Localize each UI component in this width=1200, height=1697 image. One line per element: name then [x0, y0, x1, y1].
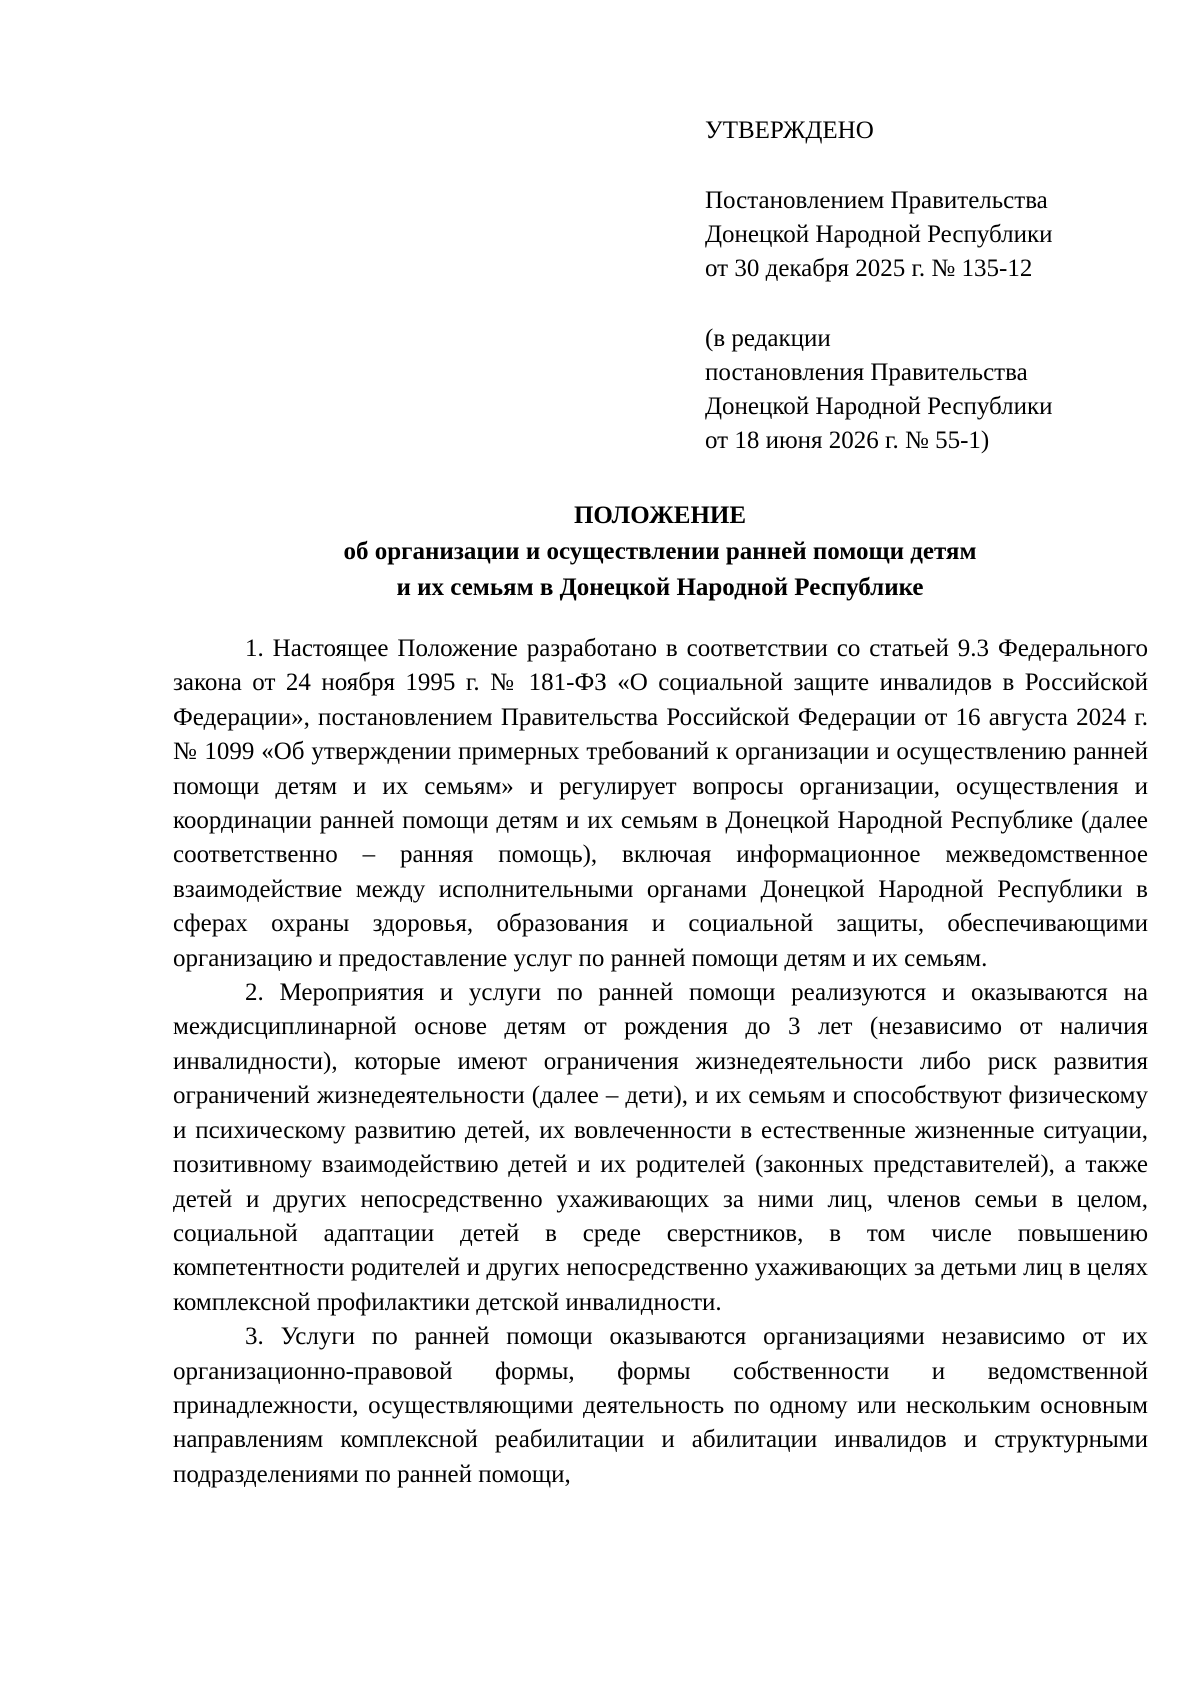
- decree-line-1: Постановлением Правительства: [705, 187, 1048, 214]
- decree-line-2: Донецкой Народной Республики: [705, 221, 1053, 248]
- edition-line-1: (в редакции: [705, 325, 831, 352]
- title-subtitle-line-1: об организации и осуществлении ранней помощи детям: [343, 538, 977, 565]
- paragraph-3: 3. Услуги по ранней помощи оказываются организациями независимо от их организационно-правовой формы, формы собственности и ведомственной принадлежности, осуществляющими деятельность по одному или нескольким основным направлениям комплексной реабилитации и абилитации инвалидов и структурными подразделениями по ранней помощи,: [173, 1323, 1148, 1488]
- decree-line-3: от 30 декабря 2025 г. № 135-12: [705, 255, 1033, 282]
- approval-stamp-block: [705, 114, 1145, 458]
- edition-line-2: постановления Правительства: [705, 359, 1028, 386]
- document-title: [160, 498, 1160, 606]
- document-body: [173, 632, 1148, 1492]
- edition-line-4: от 18 июня 2026 г. № 55-1): [705, 427, 990, 454]
- spacer: [705, 148, 1145, 184]
- paragraph-1: 1. Настоящее Положение разработано в соответствии со статьей 9.3 Федерального закона от 24 ноября 1995 г. № 181-ФЗ «О социальной защите инвалидов в Российской Федерации», постановлением Правительства Российской Федерации от 16 августа 2024 г. № 1099 «Об утверждении примерных требований к организации и осуществлению ранней помощи детям и их семьям» и регулирует вопросы организации, осуществления и координации ранней помощи детям и их семьям в Донецкой Народной Республике (далее соответственно – ранняя помощь), включая информационное межведомственное взаимодействие между исполнительными органами Донецкой Народной Республики в сферах охраны здоровья, образования и социальной защиты, обеспечивающими организацию и предоставление услуг по ранней помощи детям и их семьям.: [173, 635, 1148, 972]
- paragraph-2: 2. Мероприятия и услуги по ранней помощи реализуются и оказываются на междисциплинарной основе детям от рождения до 3 лет (независимо от наличия инвалидности), которые имеют ограничения жизнедеятельности либо риск развития ограничений жизнедеятельности (далее – дети), и их семьям и способствуют физическому и психическому развитию детей, их вовлеченности в естественные жизненные ситуации, позитивному взаимодействию детей и их родителей (законных представителей), а также детей и других непосредственно ухаживающих за ними лиц, членов семьи в целом, социальной адаптации детей в среде сверстников, в том числе повышению компетентности родителей и других непосредственно ухаживающих за детьми лиц в целях комплексной профилактики детской инвалидности.: [173, 979, 1148, 1316]
- title-subtitle-line-2: и их семьям в Донецкой Народной Республике: [396, 574, 924, 601]
- spacer: [705, 286, 1145, 322]
- edition-line-3: Донецкой Народной Республики: [705, 393, 1053, 420]
- approved-label: УТВЕРЖДЕНО: [705, 117, 874, 144]
- title-heading: ПОЛОЖЕНИЕ: [573, 502, 747, 529]
